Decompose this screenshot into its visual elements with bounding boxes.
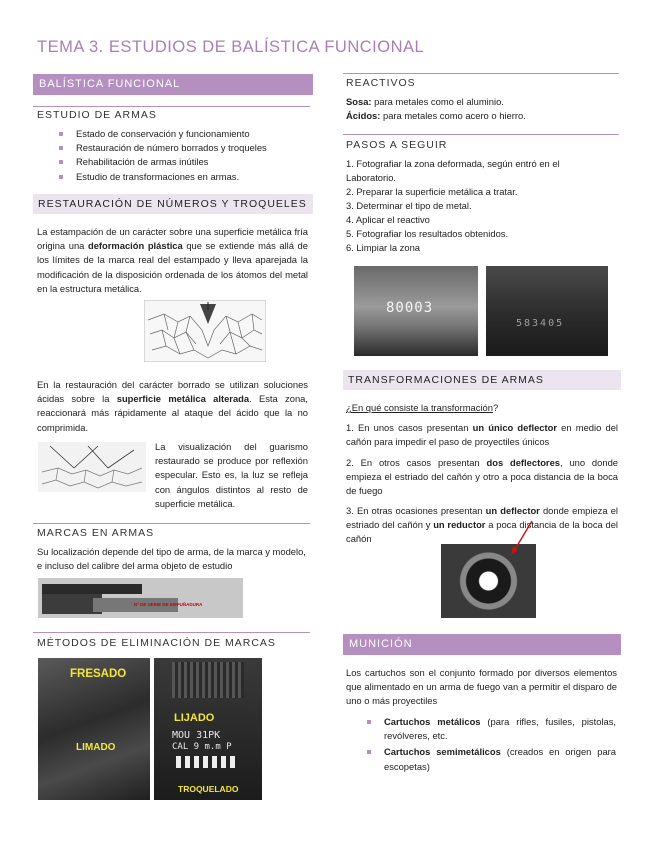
marcas-text: Su localización depende del tipo de arma, de la marca y modelo, e incluso del calibre del arma objeto de estudio [37, 546, 306, 572]
list-item: Cartuchos semimetálicos (creados en origen para escopetas) [364, 745, 616, 773]
list-item: Laboratorio. [346, 172, 397, 183]
transformacion-2: 2. En otros casos presentan dos deflectores, uno donde empieza el estriado del cañón y otro a poca distancia de la boca de fuego [346, 457, 618, 497]
list-item: Estado de conservación y funcionamiento [56, 127, 306, 141]
pasos-list [346, 157, 618, 255]
list-item: 4. Aplicar el reactivo [346, 214, 430, 225]
list-item: Cartuchos metálicos (para rifles, fusiles, pistolas, revólveres, etc. [364, 715, 616, 743]
lijado-troquelado-photo: LIJADO MOU 31PK CAL 9 m.m P TROQUELADO [154, 658, 262, 800]
list-item: 3. Determinar el tipo de metal. [346, 200, 472, 211]
reactivos-acidos: Ácidos: para metales como acero o hierro. [346, 110, 526, 121]
pasos-rule [343, 134, 619, 135]
serial-photo-after: 583405 [486, 266, 608, 356]
reflection-diagram [38, 442, 146, 492]
pasos-heading: PASOS A SEGUIR [346, 139, 448, 151]
serial-photo-before: 80003 [354, 266, 478, 356]
list-item: 5. Fotografiar los resultados obtenidos. [346, 228, 509, 239]
municion-text: Los cartuchos son el conjunto formado por diversos elementos que alimentado en un arma de fuego van a permitir el disparo de uno o más proyectiles [346, 667, 617, 707]
estudio-list [56, 127, 306, 184]
estudio-heading: ESTUDIO DE ARMAS [37, 109, 157, 121]
list-item: 2. Preparar la superficie metálica a tratar. [346, 186, 518, 197]
paragraph-deformacion: La estampación de un carácter sobre una superficie metálica fría origina una deformación plástica que se extiende más allá de los límites de la marca real del estampado y lleva aparejada la modificación de la disposición ordenada de los átomos del metal en la estructura metálica. [37, 226, 308, 294]
gun-serial-photo: Nº DE SERIE DE EMPUÑADURA [38, 578, 243, 618]
page-title: TEMA 3. ESTUDIOS DE BALÍSTICA FUNCIONAL [37, 38, 425, 56]
section-bar-balistica: BALÍSTICA FUNCIONAL [33, 74, 313, 95]
reactivos-heading: REACTIVOS [346, 77, 416, 89]
deformation-diagram [144, 300, 266, 362]
paragraph-reflexion: La visualización del guarismo restaurado se produce por reflexión especular. Esto es, la luz se refleja con ángulos distintos al resto de superficie metálica. [155, 441, 308, 509]
marcas-rule [33, 523, 310, 524]
fresado-limado-photo: FRESADO LIMADO [38, 658, 150, 800]
marcas-heading: MARCAS EN ARMAS [37, 527, 155, 539]
section-bar-municion: MUNICIÓN [343, 634, 621, 655]
transformaciones-heading: TRANSFORMACIONES DE ARMAS [343, 370, 621, 390]
list-item: 6. Limpiar la zona [346, 242, 420, 253]
reactivos-rule [343, 73, 619, 74]
restauracion-heading: RESTAURACIÓN DE NÚMEROS Y TROQUELES [33, 194, 313, 214]
list-item: Rehabilitación de armas inútiles [56, 155, 306, 169]
metodos-rule [33, 632, 310, 633]
paragraph-restauracion: En la restauración del carácter borrado se utilizan soluciones ácidas sobre la superficie metálica alterada. Esta zona, reaccionará más rápidamente al ataque del ácido que la no comprimida. [37, 379, 308, 433]
transformacion-question: ¿En qué consiste la transformación? [346, 402, 499, 413]
reactivos-sosa: Sosa: para metales como el aluminio. [346, 96, 504, 107]
transformacion-1: 1. En unos casos presentan un único deflector en medio del cañón para impedir el paso de proyectiles únicos [346, 422, 618, 448]
list-item: Restauración de número borrados y troqueles [56, 141, 306, 155]
arrow-icon [508, 519, 536, 557]
list-item: 1. Fotografiar la zona deformada, según entró en el [346, 158, 560, 169]
metodos-heading: MÉTODOS DE ELIMINACIÓN DE MARCAS [37, 637, 276, 649]
municion-list [364, 715, 616, 774]
list-item: Estudio de transformaciones en armas. [56, 170, 306, 184]
estudio-rule [33, 106, 310, 107]
transformacion-3: 3. En otras ocasiones presentan un deflector donde empieza el estriado del cañón y un reductor a poca distancia de la boca del cañón [346, 505, 619, 545]
